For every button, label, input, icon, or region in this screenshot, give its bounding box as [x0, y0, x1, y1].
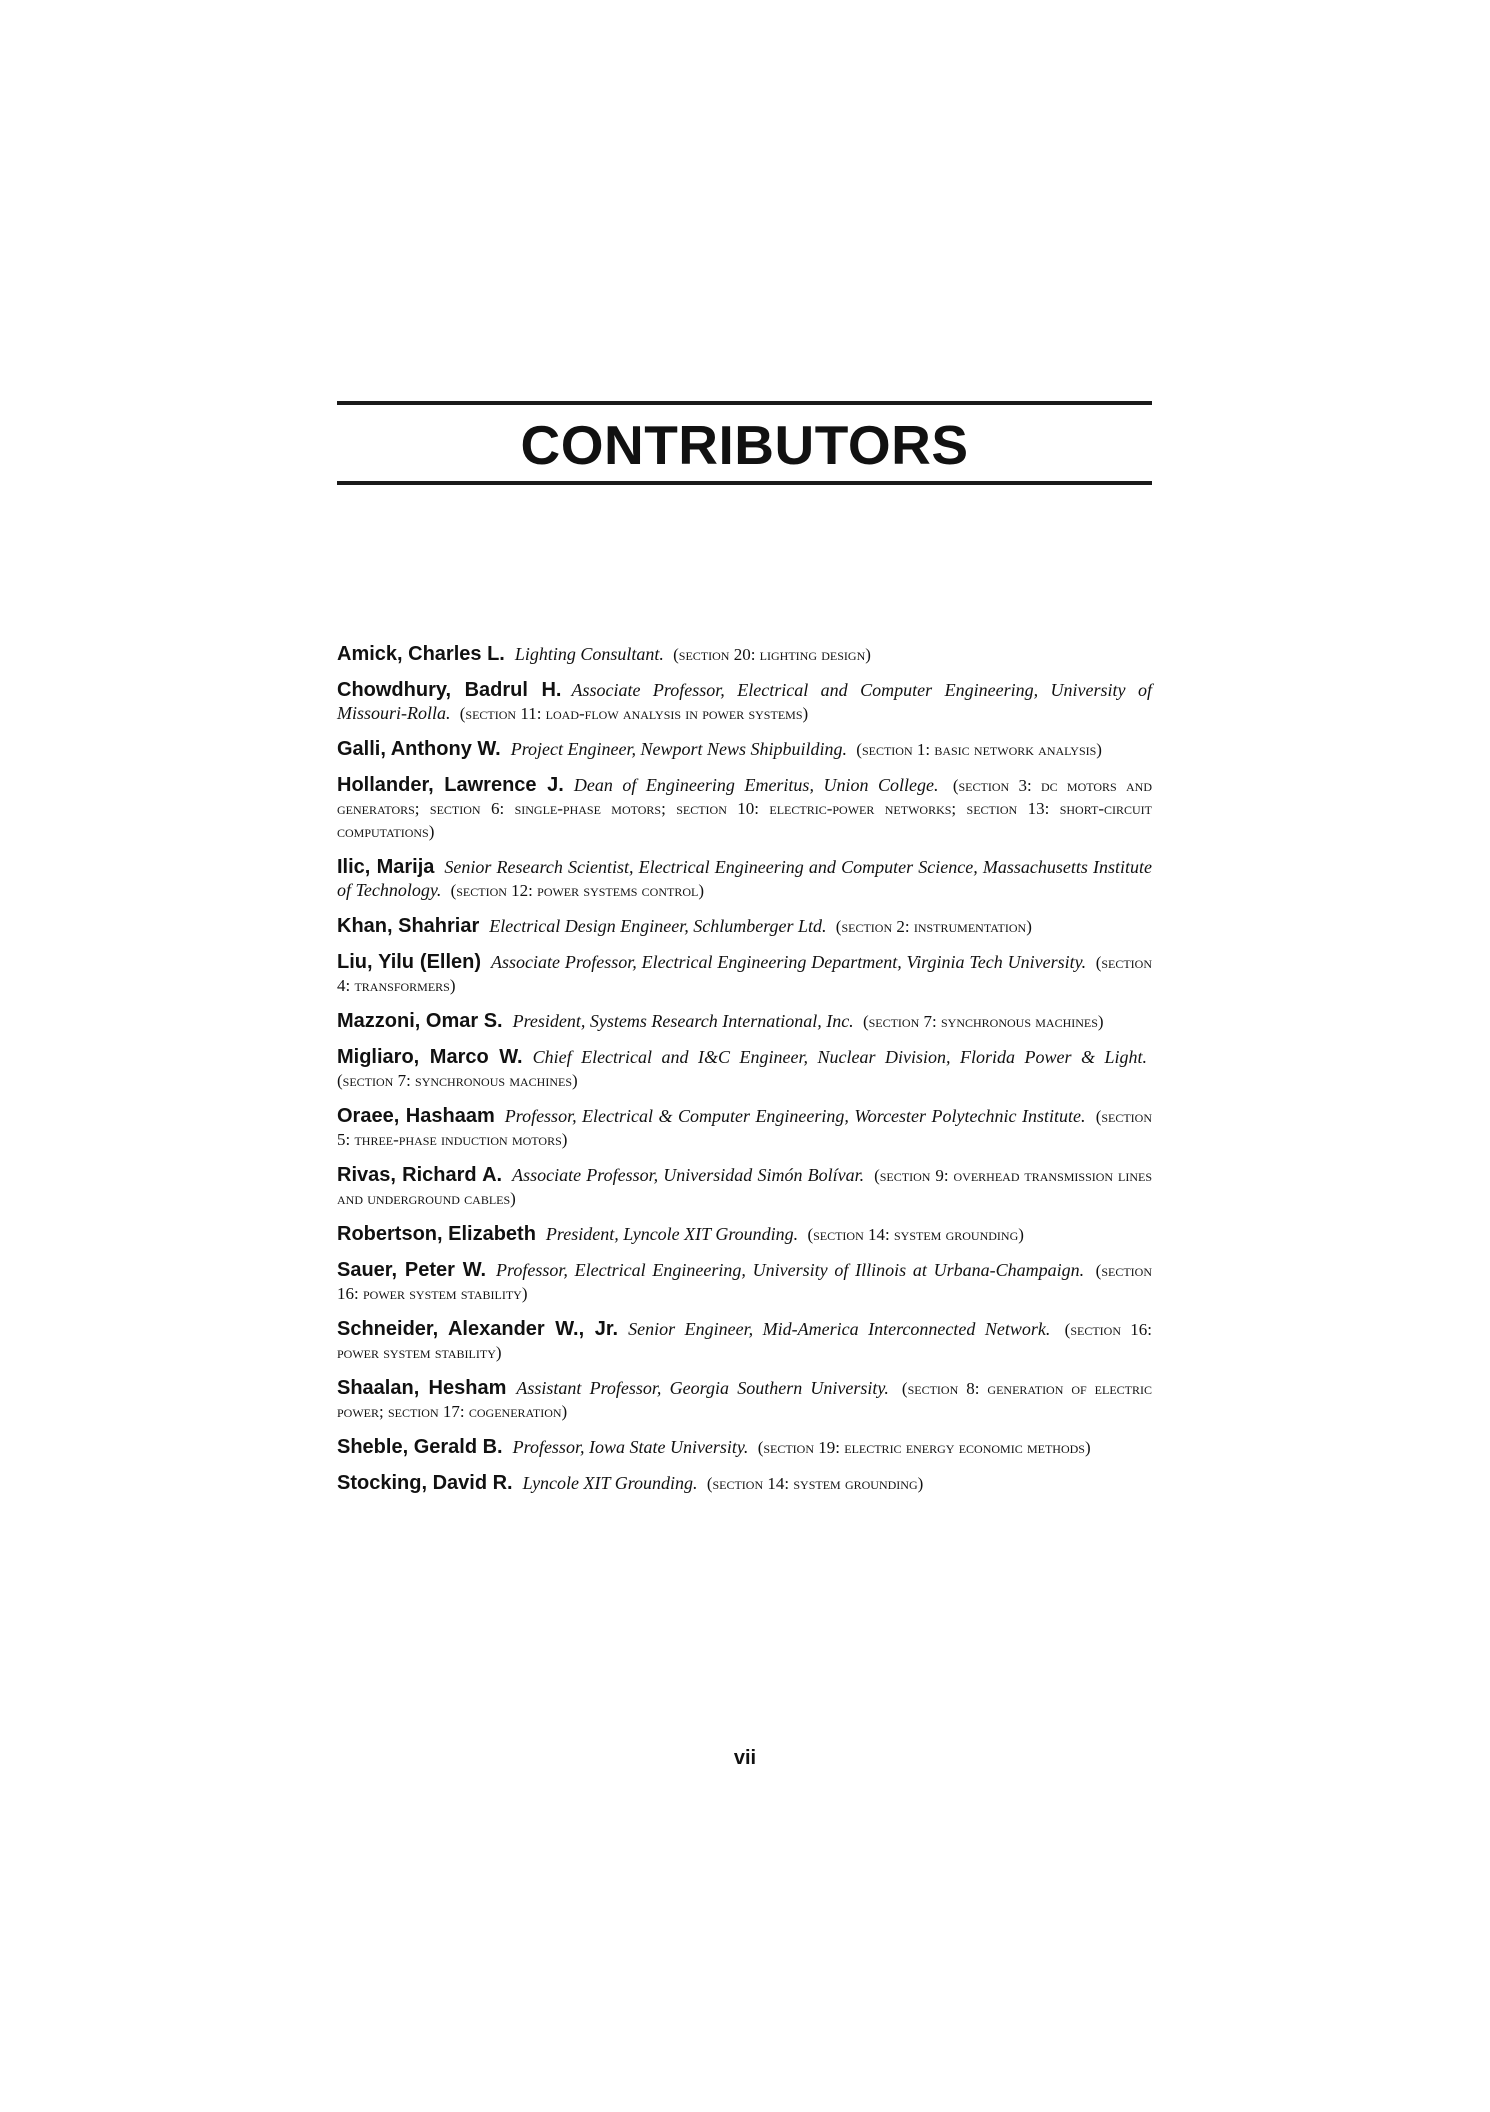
contributor-sections-text: (section 2: instrumentation)	[835, 917, 1032, 936]
contributor-name: Stocking, David R.	[337, 1472, 513, 1494]
contributor-affiliation: Assistant Professor, Georgia Southern University.	[516, 1378, 889, 1398]
contributor-sections	[807, 1225, 1023, 1244]
contributor-entry	[337, 1259, 1152, 1305]
contributor-name: Shaalan, Hesham	[337, 1377, 507, 1399]
contributor-affiliation: Lyncole XIT Grounding.	[522, 1473, 698, 1493]
contributor-affiliation: Electrical Design Engineer, Schlumberger Ltd.	[489, 916, 827, 936]
contributor-sections-text: (section 20: lighting design)	[673, 645, 871, 664]
contributor-affiliation: Professor, Electrical & Computer Engineering, Worcester Polytechnic Institute.	[504, 1106, 1086, 1126]
contributors-list	[337, 643, 1152, 1508]
contributor-affiliation: Associate Professor, Universidad Simón Bolívar.	[512, 1165, 865, 1185]
contributor-sections-text: (section 8: generation of electric power; section 17: cogeneration)	[337, 1379, 1153, 1421]
contributor-sections	[836, 917, 1032, 936]
contributor-sections-text: (section 7: synchronous machines)	[862, 1012, 1104, 1031]
contributor-entry	[337, 951, 1152, 997]
contributor-affiliation: Dean of Engineering Emeritus, Union College.	[573, 775, 939, 795]
contributor-name: Liu, Yilu (Ellen)	[337, 951, 482, 973]
contributor-name: Hollander, Lawrence J.	[337, 774, 564, 796]
contributor-name: Mazzoni, Omar S.	[337, 1010, 503, 1032]
page-title: CONTRIBUTORS	[520, 414, 969, 476]
contributor-affiliation: Chief Electrical and I&C Engineer, Nuclear Division, Florida Power & Light.	[532, 1047, 1148, 1067]
contributor-affiliation: Senior Engineer, Mid-America Interconnected Network.	[628, 1319, 1051, 1339]
contributor-affiliation: President, Systems Research International, Inc.	[512, 1011, 854, 1031]
contributor-entry	[337, 1164, 1152, 1210]
contributor-name: Migliaro, Marco W.	[337, 1046, 523, 1068]
contributor-entry	[337, 738, 1152, 761]
contributor-affiliation: Associate Professor, Electrical Engineering Department, Virginia Tech University.	[491, 952, 1087, 972]
contributor-sections	[673, 645, 871, 664]
contributor-name: Oraee, Hashaam	[337, 1105, 495, 1127]
contributor-entry	[337, 1223, 1152, 1246]
contributor-affiliation: Associate Professor, Electrical and Computer Engineering, University of Missouri-Rolla.	[337, 680, 1152, 723]
contributor-entry	[337, 1377, 1152, 1423]
contributor-affiliation: Lighting Consultant.	[514, 644, 664, 664]
contributor-sections-text: (section 16: power system stability)	[337, 1320, 1152, 1362]
contributor-sections-text: (section 5: three-phase induction motors)	[337, 1107, 1153, 1149]
contributor-name: Galli, Anthony W.	[337, 738, 501, 760]
contributor-sections-text: (section 4: transformers)	[337, 953, 1153, 995]
contributor-name: Sauer, Peter W.	[337, 1259, 487, 1281]
contributor-sections-text: (section 19: electric energy economic methods)	[757, 1438, 1091, 1457]
contributor-name: Amick, Charles L.	[337, 643, 505, 665]
contributor-sections	[707, 1474, 923, 1493]
contributor-sections	[863, 1012, 1104, 1031]
contributor-sections-text: (section 1: basic network analysis)	[856, 740, 1102, 759]
page-number: vii	[733, 1747, 757, 1769]
contributor-sections-text: (section 14: system grounding)	[807, 1225, 1024, 1244]
contributor-sections	[758, 1438, 1091, 1457]
contributor-entry	[337, 643, 1152, 666]
contributor-sections	[856, 740, 1102, 759]
contributor-affiliation: Project Engineer, Newport News Shipbuilding.	[510, 739, 848, 759]
contributor-sections-text: (section 14: system grounding)	[706, 1474, 924, 1493]
contributor-name: Schneider, Alexander W., Jr.	[337, 1318, 619, 1340]
contributor-sections-text: (section 11: load-flow analysis in power systems)	[459, 704, 809, 723]
contributor-sections	[337, 1071, 578, 1090]
contributor-sections-text: (section 3: dc motors and generators; section 6: single-phase motors; section 10: electric-power networks; section 13: short-circuit computations)	[337, 776, 1153, 841]
contributor-name: Khan, Shahriar	[337, 915, 480, 937]
contributor-sections-text: (section 9: overhead transmission lines and underground cables)	[337, 1166, 1153, 1208]
contributor-entry	[337, 1436, 1152, 1459]
contributor-affiliation: Professor, Electrical Engineering, University of Illinois at Urbana-Champaign.	[496, 1260, 1085, 1280]
contributor-affiliation: Senior Research Scientist, Electrical Engineering and Computer Science, Massachusetts Institute of Technology.	[337, 857, 1152, 900]
contributor-entry	[337, 1318, 1152, 1364]
contributor-entry	[337, 1472, 1152, 1495]
contributor-entry	[337, 774, 1152, 843]
contributor-entry	[337, 1010, 1152, 1033]
contributor-sections	[451, 881, 704, 900]
title-block	[337, 401, 1152, 485]
contributor-entry	[337, 1046, 1152, 1092]
contributor-name: Ilic, Marija	[337, 856, 435, 878]
contributor-entry	[337, 856, 1152, 902]
contributor-affiliation: President, Lyncole XIT Grounding.	[545, 1224, 799, 1244]
contributor-affiliation: Professor, Iowa State University.	[512, 1437, 749, 1457]
contributor-sections-text: (section 16: power system stability)	[337, 1261, 1152, 1303]
contributor-entry	[337, 679, 1152, 725]
contributor-sections-text: (section 12: power systems control)	[450, 881, 704, 900]
contributor-name: Sheble, Gerald B.	[337, 1436, 503, 1458]
contributor-entry	[337, 1105, 1152, 1151]
contributor-sections-text: (section 7: synchronous machines)	[337, 1071, 578, 1090]
contributor-sections	[460, 704, 808, 723]
contributor-name: Chowdhury, Badrul H.	[337, 679, 562, 701]
contributor-name: Rivas, Richard A.	[337, 1164, 503, 1186]
contributor-name: Robertson, Elizabeth	[337, 1223, 536, 1245]
contributor-entry	[337, 915, 1152, 938]
